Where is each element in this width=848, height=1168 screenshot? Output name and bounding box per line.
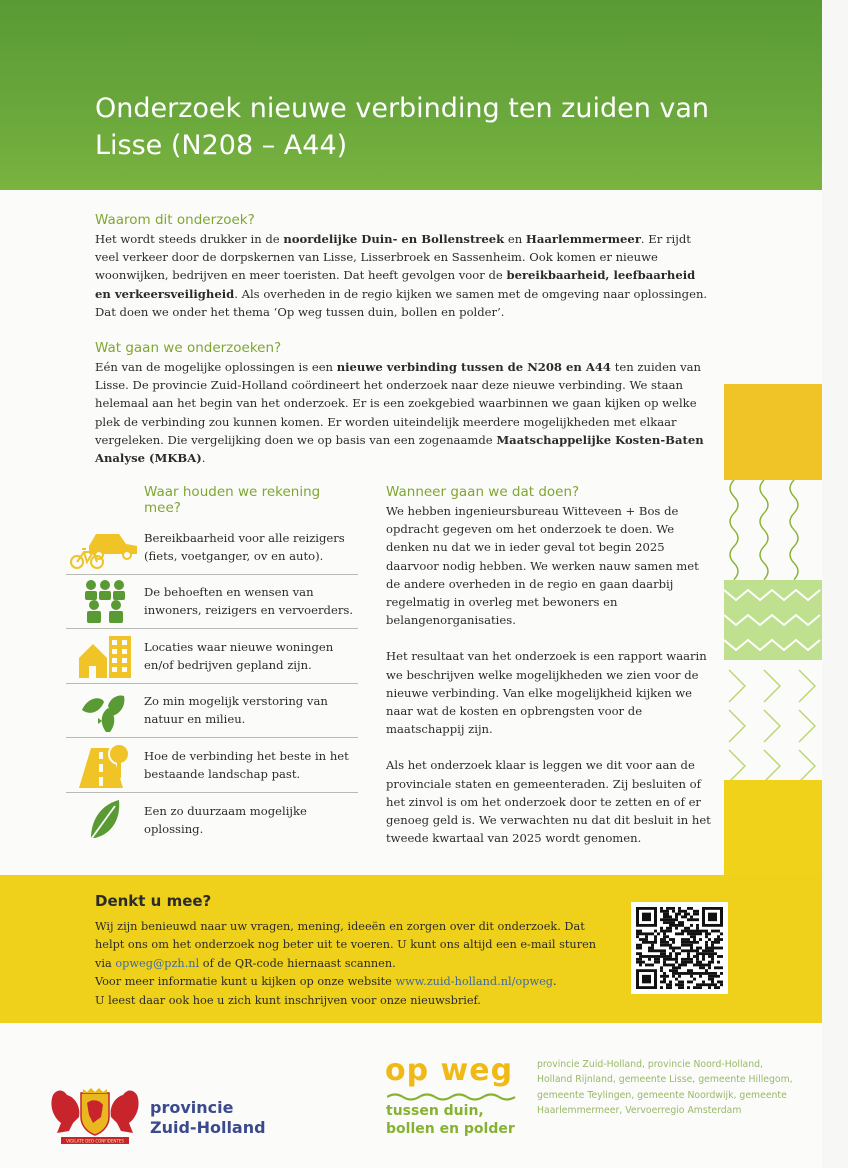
timing-heading: Wanneer gaan we dat doen? bbox=[386, 484, 580, 500]
footer bbox=[0, 1023, 822, 1168]
opweg-wave-icon bbox=[387, 1093, 517, 1101]
timing-paragraph: Als het onderzoek klaar is leggen we dit voor aan de provinciale staten en gemeenteraden. Zij besluiten of het zinvol is om het onderzoek door te zetten en of er genoeg geld is. We verwachten nu dat dit besluit in het tweede kwartaal van 2025 wordt genomen. bbox=[386, 758, 711, 846]
decor-chevrons bbox=[724, 660, 822, 780]
section-paragraph: Eén van de mogelijke oplossingen is een nieuwe verbinding tussen de N208 en A44 ten zuiden van Lisse. De provincie Zuid-Holland coördineert het onderzoek naar deze nieuwe verbinding. We staan helemaal aan het begin van het onderzoek. Er is een zoekgebied waarbinnen we gaan kijken op welke plek de verbinding zou kunnen komen. Er worden uiteindelijk meerdere mogelijkheden met elkaar vergeleken. Die vergelijking doen we op basis van een zogenaamde Maatschappelijke Kosten-Baten Analyse (MKBA). bbox=[95, 360, 704, 466]
decor-wave-lines bbox=[724, 480, 822, 580]
opweg-logo-subtitle: tussen duin, bollen en polder bbox=[386, 1103, 515, 1137]
cta-paragraph: Wij zijn benieuwd naar uw vragen, mening, ideeën en zorgen over dit onderzoek. Dat helpt ons om het onderzoek nog beter uit te voeren. U kunt ons altijd een e-mail sturen via opweg@pzh.nl of de QR-code hiernaast scannen. Voor meer informatie kunt u kijken op onze website www.zuid-holland.nl/opweg. U leest daar ook hoe u zich kunt inschrijven voor onze nieuwsbrief. bbox=[95, 920, 597, 1007]
timing-column bbox=[386, 484, 716, 865]
consideration-text: De behoeften en wensen van inwoners, reizigers en vervoerders. bbox=[144, 585, 354, 618]
buildings-icon bbox=[66, 631, 144, 681]
header-banner bbox=[0, 0, 822, 190]
timing-paragraph: We hebben ingenieursbureau Witteveen + Bos de opdracht gegeven om het onderzoek te doen. We denken nu dat we in ieder geval tot begin 2025 daarvoor nodig hebben. We werken nauw samen met de andere overheden in de regio en gaan daarbij regelmatig in overleg met bewoners en belangenorganisaties. bbox=[386, 504, 699, 628]
email-link[interactable]: opweg@pzh.nl bbox=[115, 956, 200, 970]
consideration-text: Hoe de verbinding het beste in het bestaande landschap past. bbox=[144, 748, 349, 781]
provincie-name: provincie Zuid-Holland bbox=[150, 1098, 266, 1137]
website-link[interactable]: www.zuid-holland.nl/opweg bbox=[395, 975, 554, 989]
decor-green-block bbox=[724, 580, 822, 660]
considerations-heading: Waar houden we rekening mee? bbox=[144, 484, 321, 516]
consideration-text: Locaties waar nieuwe woningen en/of bedrijven gepland zijn. bbox=[144, 639, 334, 672]
consideration-item bbox=[66, 520, 358, 575]
page-title: Onderzoek nieuwe verbinding ten zuiden van Lisse (N208 – A44) bbox=[95, 93, 710, 161]
provincie-crest-logo bbox=[47, 1087, 143, 1145]
cta-heading: Denkt u mee? bbox=[95, 892, 212, 910]
decor-yellow-block bbox=[724, 384, 822, 480]
section-heading: Waarom dit onderzoek? bbox=[95, 212, 255, 228]
consideration-item bbox=[66, 793, 358, 848]
qr-code[interactable] bbox=[631, 902, 728, 994]
nature-icon bbox=[66, 685, 144, 735]
people-icon bbox=[66, 576, 144, 626]
section-what bbox=[95, 340, 715, 467]
consideration-item bbox=[66, 738, 358, 793]
opweg-logo-title: op weg bbox=[385, 1053, 514, 1088]
consideration-text: Bereikbaarheid voor alle reizigers (fiets, voetganger, ov en auto). bbox=[144, 530, 345, 563]
decor-yellow-block bbox=[724, 780, 822, 880]
svg-text:VIGILATE DEO CONFIDENTES: VIGILATE DEO CONFIDENTES bbox=[66, 1138, 124, 1144]
partner-list: provincie Zuid-Holland, provincie Noord-Holland, Holland Rijnland, gemeente Lisse, gemeente Hillegom, gemeente Teylingen, gemeente Noordwijk, gemeente Haarlemmermeer, Vervoerregio Amsterdam bbox=[537, 1059, 793, 1116]
considerations-column bbox=[66, 484, 358, 847]
leaf-icon bbox=[66, 795, 144, 845]
road-tree-icon bbox=[66, 740, 144, 790]
consideration-text: Zo min mogelijk verstoring van natuur en milieu. bbox=[144, 694, 328, 727]
car-bike-icon bbox=[66, 522, 144, 572]
consideration-item bbox=[66, 575, 358, 630]
consideration-text: Een zo duurzaam mogelijke oplossing. bbox=[144, 803, 307, 836]
section-paragraph: Het wordt steeds drukker in de noordelijke Duin- en Bollenstreek en Haarlemmermeer. Er rijdt veel verkeer door de dorpskernen van Lisse, Lisserbroek en Sassenheim. Ook komen er nieuwe woonwijken, bedrijven en meer toeristen. Dat heeft gevolgen voor de bereikbaarheid, leefbaarheid en verkeersveiligheid. Als overheden in de regio kijken we samen met de omgeving naar oplossingen. Dat doen we onder het thema ‘Op weg tussen duin, bollen en polder’. bbox=[95, 232, 708, 319]
page-edge bbox=[822, 0, 848, 1168]
consideration-item bbox=[66, 684, 358, 739]
timing-paragraph: Het resultaat van het onderzoek is een rapport waarin we beschrijven welke mogelijkheden we zien voor de nieuwe verbinding. Van elke mogelijkheid kijken we naar wat de kosten en opbrengsten voor de maatschappij zijn. bbox=[386, 649, 707, 737]
section-heading: Wat gaan we onderzoeken? bbox=[95, 340, 282, 356]
section-why bbox=[95, 212, 715, 321]
cta-band bbox=[0, 875, 822, 1023]
consideration-item bbox=[66, 629, 358, 684]
